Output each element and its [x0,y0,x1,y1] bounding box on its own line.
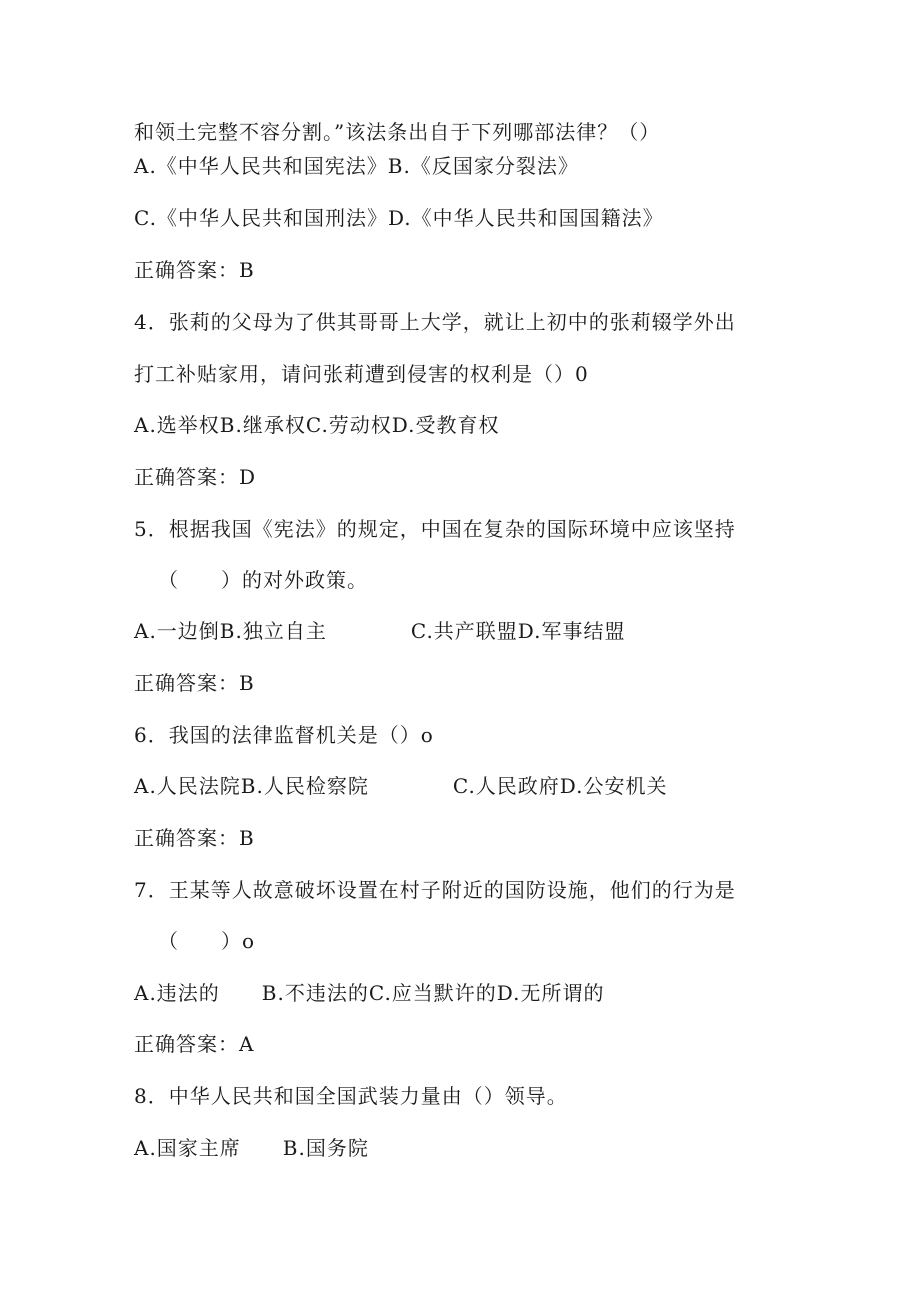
question-4-stem-line-1: 4．张莉的父母为了供其哥哥上大学，就让上初中的张莉辍学外出 [134,310,736,334]
question-8-options: A.国家主席 B.国务院 [134,1136,369,1160]
question-3-options-cd: C.《中华人民共和国刑法》D.《中华人民共和国国籍法》 [134,206,664,230]
question-7-stem-line-1: 7．王某等人故意破坏设置在村子附近的国防设施，他们的行为是 [134,878,736,902]
question-4-options: A.选举权B.继承权C.劳动权D.受教育权 [134,413,500,437]
question-6-stem: 6．我国的法律监督机关是（）o [134,723,434,747]
question-4-stem-line-2: 打工补贴家用，请问张莉遭到侵害的权利是（）0 [134,362,589,386]
question-5-answer: 正确答案：B [134,671,255,695]
question-7-answer: 正确答案：A [134,1032,255,1056]
question-5-stem-line-1: 5．根据我国《宪法》的规定，中国在复杂的国际环境中应该坚持 [134,517,736,541]
question-3-answer: 正确答案：B [134,258,255,282]
question-6-answer: 正确答案：B [134,826,255,850]
question-3-stem-continuation: 和领土完整不容分割。”该法条出自于下列哪部法律？（） [134,120,661,144]
question-6-options: A.人民法院B.人民检察院 C.人民政府D.公安机关 [134,774,668,798]
question-8-stem: 8．中华人民共和国全国武装力量由（）领导。 [134,1084,568,1108]
question-5-stem-line-2: （ ）的对外政策。 [158,568,368,592]
question-7-options: A.违法的 B.不违法的C.应当默许的D.无所谓的 [134,981,605,1005]
question-7-stem-line-2: （ ）o [158,929,256,953]
question-3-options-ab: A.《中华人民共和国宪法》B.《反国家分裂法》 [134,154,579,178]
question-4-answer: 正确答案：D [134,465,257,489]
question-5-options: A.一边倒B.独立自主 C.共产联盟D.军事结盟 [134,619,626,643]
